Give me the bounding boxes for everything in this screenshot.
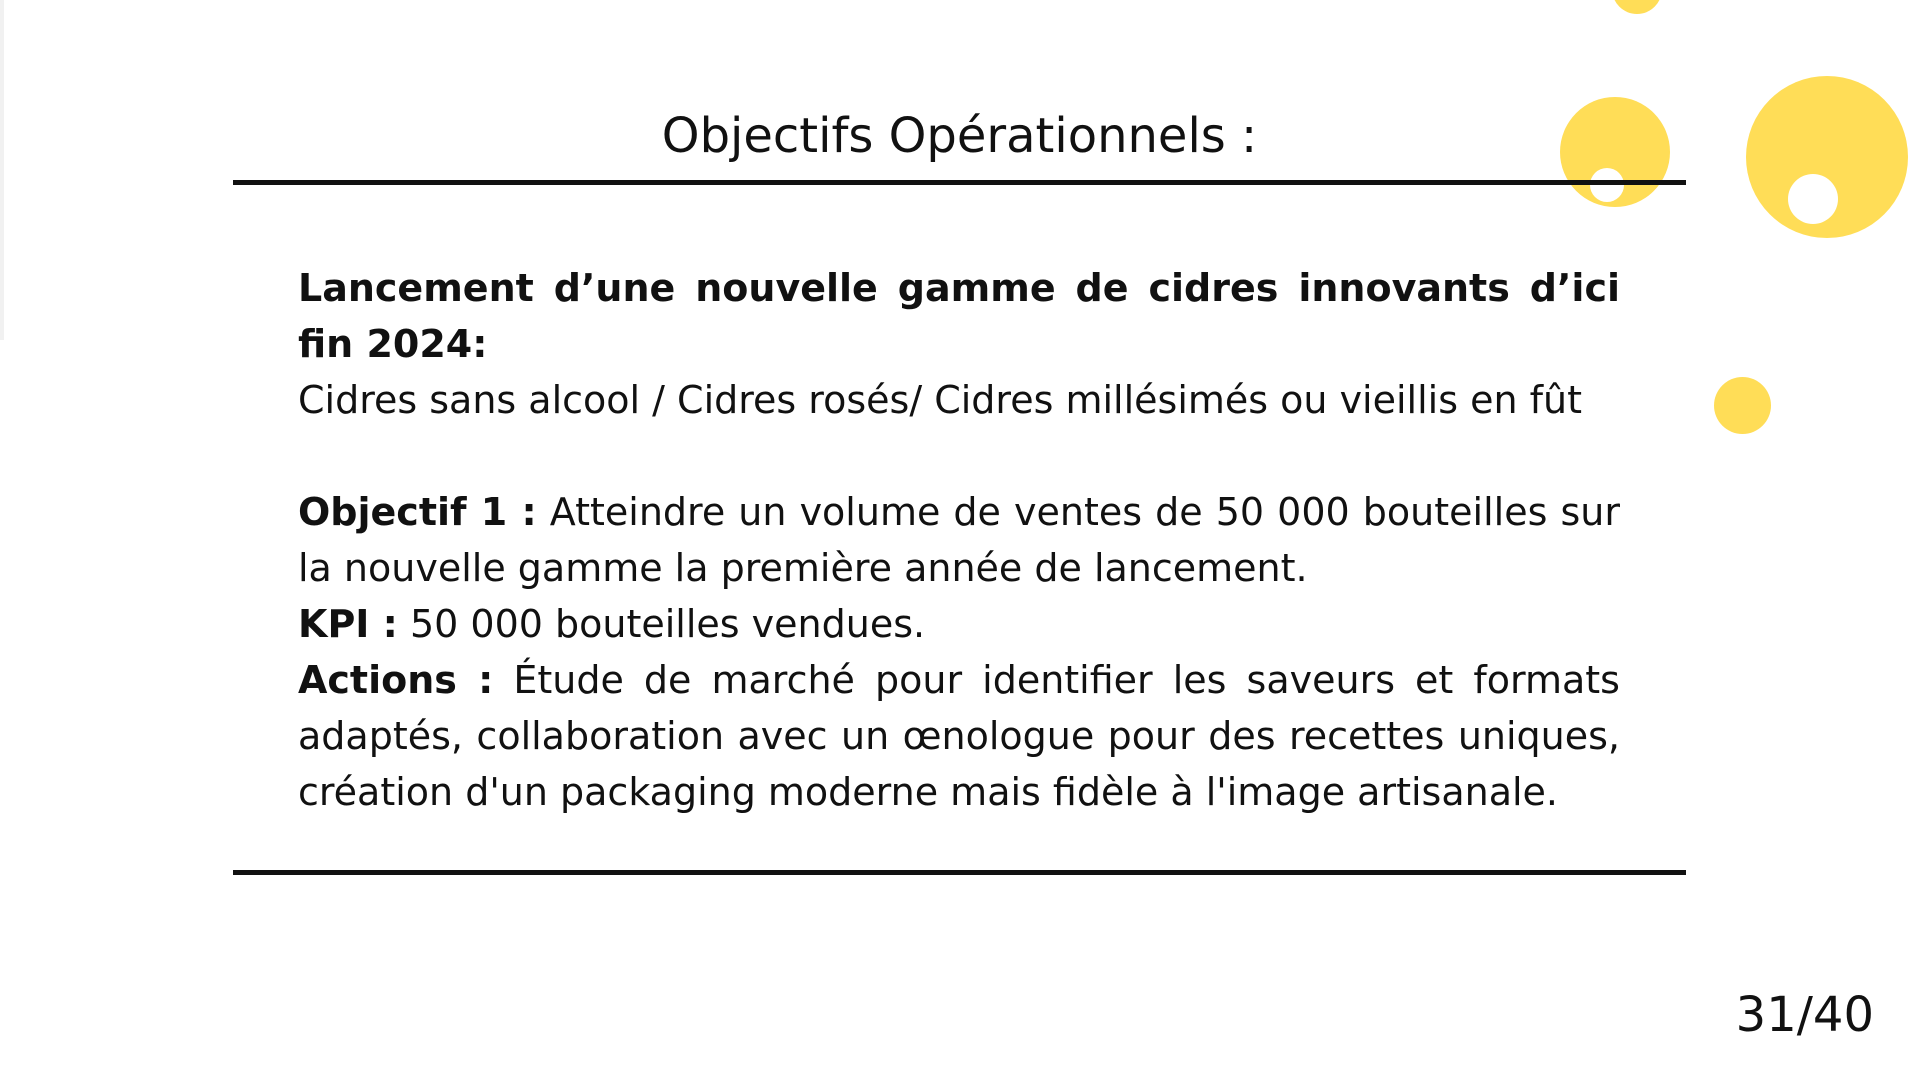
decorative-circle-hole-medium: [1590, 168, 1624, 202]
page-number: 31/40: [1735, 987, 1874, 1043]
kpi-paragraph: [298, 596, 1620, 652]
decorative-circle-top: [1612, 0, 1662, 14]
kpi-text: 50 000 bouteilles vendues.: [409, 602, 926, 646]
actions-paragraph: [298, 652, 1620, 820]
bottom-rule: [233, 870, 1686, 875]
slide-title: Objectifs Opérationnels :: [661, 108, 1258, 164]
objective-text: Atteindre un volume de ventes de 50 000 bouteilles sur la nouvelle gamme la première année de lancement.: [298, 490, 1620, 590]
kpi-label: KPI :: [298, 602, 398, 646]
objective-label: Objectif 1 :: [298, 490, 537, 534]
actions-text: Étude de marché pour identifier les saveurs et formats adaptés, collaboration avec un œnologue pour des recettes uniques, création d'un packaging moderne mais fidèle à l'image artisanale.: [298, 658, 1620, 814]
actions-label: Actions :: [298, 658, 494, 702]
slide-body: [298, 260, 1620, 820]
decorative-circle-small: [1714, 377, 1771, 434]
intro-text: Cidres sans alcool / Cidres rosés/ Cidres millésimés ou vieillis en fût: [298, 378, 1583, 422]
objective-paragraph: [298, 484, 1620, 596]
top-rule: [233, 180, 1686, 185]
decorative-circle-hole-large: [1788, 174, 1838, 224]
edge-strip: [0, 0, 4, 340]
spacer: [298, 428, 1620, 484]
intro-heading: Lancement d’une nouvelle gamme de cidres innovants d’ici fin 2024:: [298, 266, 1620, 366]
